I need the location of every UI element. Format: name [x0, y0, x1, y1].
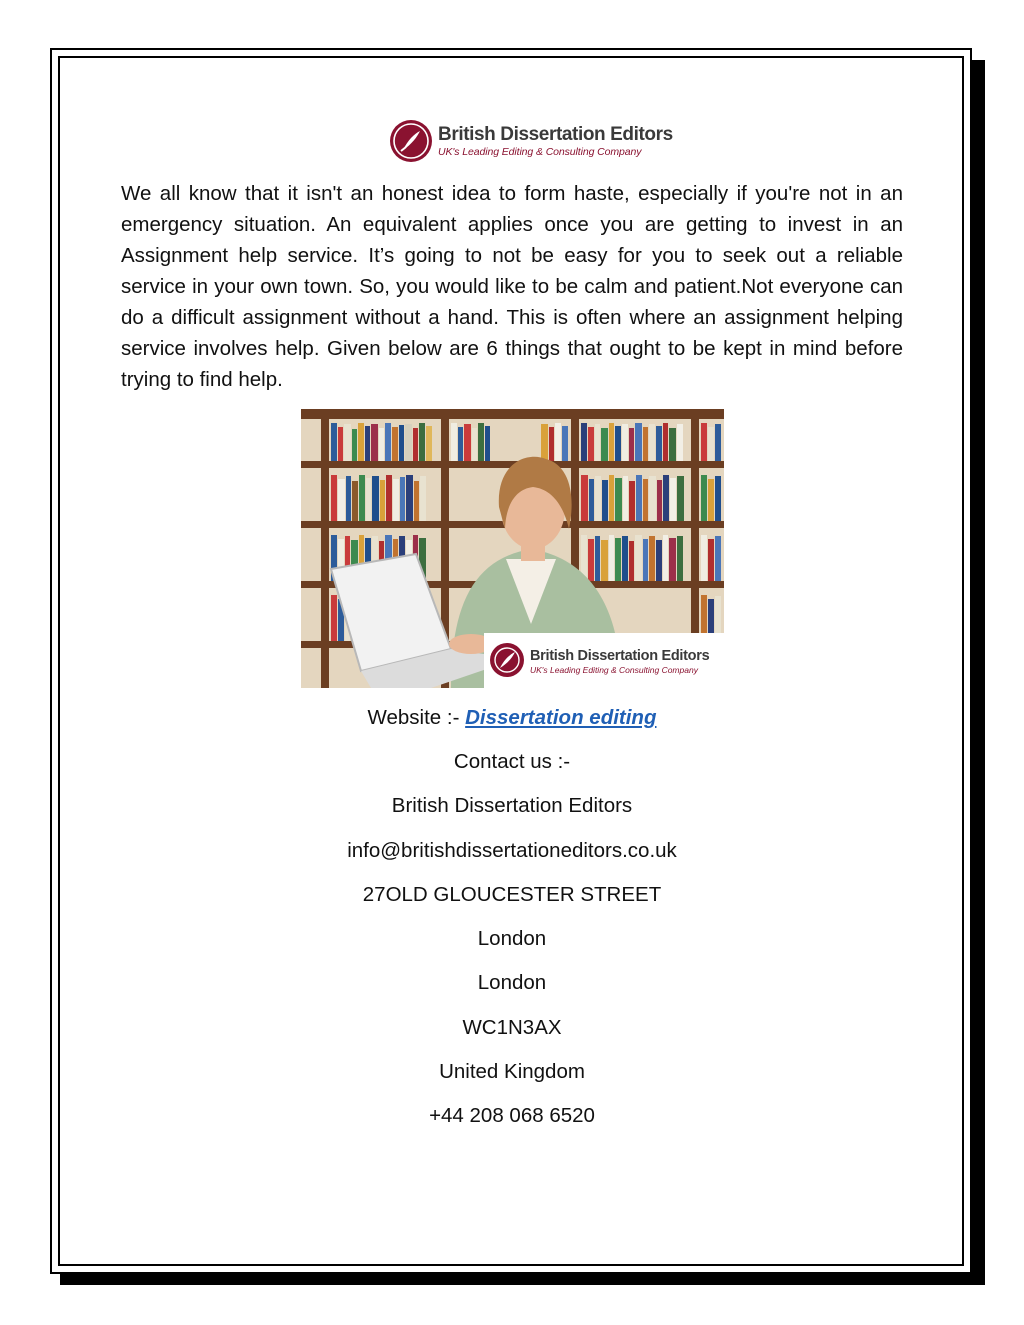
library-photo [301, 409, 724, 688]
website-label: Website :- [367, 706, 466, 729]
logo-subtitle: UK's Leading Editing & Consulting Company [438, 145, 642, 158]
contact-label: Contact us :- [453, 750, 571, 773]
email-address: info@britishdissertationeditors.co.uk [347, 839, 677, 862]
country: United Kingdom [439, 1060, 585, 1083]
library-illustration [301, 409, 724, 688]
postcode: WC1N3AX [462, 1016, 562, 1039]
pen-logo-icon [390, 120, 432, 162]
photo-logo-title: British Dissertation Editors [530, 648, 710, 664]
phone-number: +44 208 068 6520 [429, 1104, 595, 1127]
photo-logo-text [530, 649, 709, 674]
dissertation-editing-link[interactable]: Dissertation editing [465, 706, 657, 729]
logo-title: British Dissertation Editors [438, 123, 673, 145]
intro-paragraph: We all know that it isn't an honest idea to form haste, especially if you're not in an emergency situation. An equivalent applies once you are getting to invest in an Assignment help service. It’s going to not be easy for you to seek out a reliable service in your own town. So, you would like to be calm and patient.Not everyone can do a difficult assignment without a hand. This is often where an assignment helping service involves help. Given below are 6 things that ought to be kept in mind before trying to find help. [121, 182, 903, 391]
region: London [477, 971, 547, 994]
website-line [0, 706, 1024, 730]
city: London [477, 927, 547, 950]
photo-logo-subtitle: UK's Leading Editing & Consulting Company [530, 664, 698, 675]
company-logo [390, 118, 673, 164]
company-name: British Dissertation Editors [391, 794, 633, 817]
street-address: 27OLD GLOUCESTER STREET [362, 883, 662, 906]
